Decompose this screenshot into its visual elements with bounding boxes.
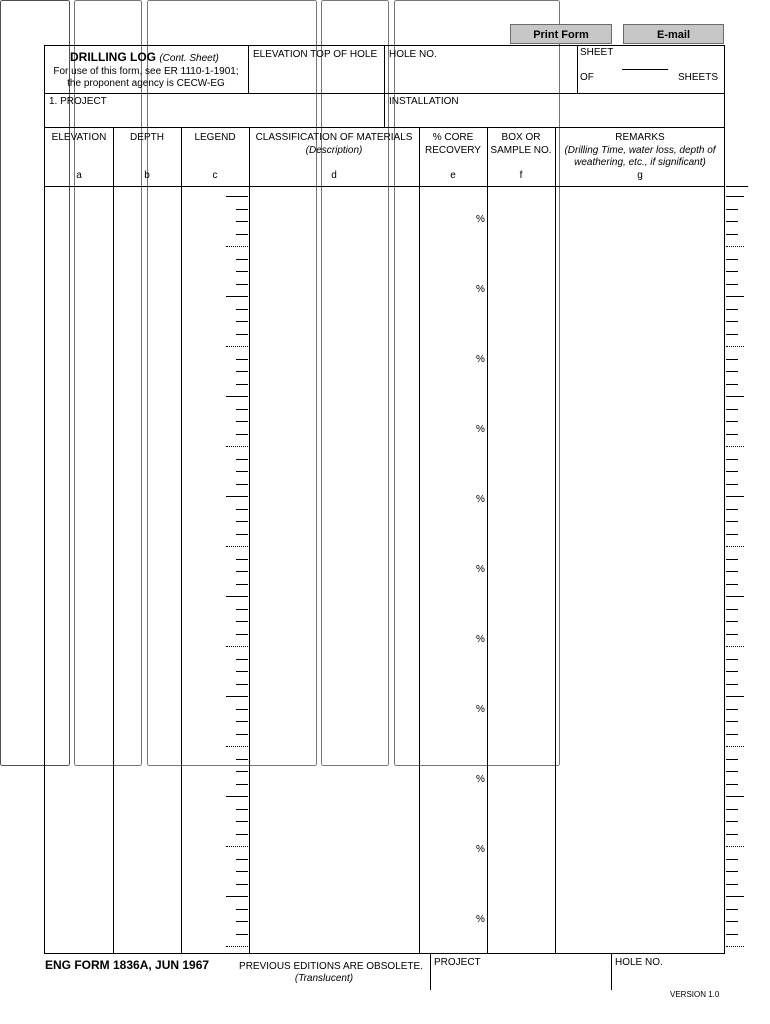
remarks-scale-tick (726, 734, 738, 735)
remarks-scale-tick (726, 696, 744, 697)
elevation-top-input[interactable] (252, 64, 380, 88)
remarks-scale-tick (726, 871, 738, 872)
legend-scale-tick (236, 909, 248, 910)
legend-scale-tick (236, 609, 248, 610)
col-header-classification: CLASSIFICATION OF MATERIALS (255, 132, 413, 143)
header-divider-2 (384, 45, 385, 127)
legend-scale-tick (236, 771, 248, 772)
col-letter-a: a (76, 170, 82, 181)
footer-project-label: PROJECT (434, 957, 481, 968)
legend-scale-tick (236, 259, 248, 260)
col-letter-b: b (144, 170, 150, 181)
column-header-rule (44, 186, 725, 187)
legend-scale-tick (236, 684, 248, 685)
use-note-2: the proponent agency is CECW-EG (67, 78, 225, 89)
legend-scale-tick (236, 571, 248, 572)
header-rule-2 (44, 127, 725, 128)
legend-scale-tick (236, 334, 248, 335)
legend-scale-tick (236, 359, 248, 360)
remarks-scale-tick (726, 846, 744, 847)
remarks-scale-top-tick (726, 186, 748, 187)
remarks-scale-tick (726, 196, 744, 197)
legend-scale-tick (236, 721, 248, 722)
col-divider-1 (113, 127, 114, 954)
remarks-scale-tick (726, 396, 744, 397)
remarks-scale-tick (726, 771, 738, 772)
obsolete-notice: PREVIOUS EDITIONS ARE OBSOLETE. (239, 961, 423, 972)
installation-input[interactable] (388, 109, 721, 124)
col-header-remarks: REMARKS (615, 132, 665, 143)
remarks-scale-tick (726, 271, 738, 272)
core-recovery-percent: % (476, 564, 485, 575)
legend-scale-tick (236, 634, 248, 635)
footer-hole-no-label: HOLE NO. (615, 957, 663, 968)
legend-scale-tick (226, 296, 248, 297)
legend-scale-tick (236, 709, 248, 710)
col-divider-3 (249, 127, 250, 954)
col-letter-g: g (637, 170, 643, 181)
remarks-scale-tick (726, 384, 738, 385)
legend-scale-tick (226, 946, 248, 947)
legend-scale-tick (236, 309, 248, 310)
legend-scale-tick (236, 734, 248, 735)
hole-no-input[interactable] (388, 64, 573, 88)
remarks-scale-tick (726, 434, 738, 435)
remarks-scale-tick (726, 421, 738, 422)
footer-hole-no-input[interactable] (615, 970, 721, 986)
col-letter-d: d (331, 170, 337, 181)
legend-scale-tick (236, 471, 248, 472)
legend-scale-tick (236, 221, 248, 222)
core-recovery-percent: % (476, 284, 485, 295)
remarks-scale-tick (726, 309, 738, 310)
form-frame (44, 45, 725, 954)
remarks-scale-tick (726, 721, 738, 722)
installation-label: INSTALLATION (389, 96, 459, 107)
sheet-number-underline (622, 69, 668, 70)
legend-scale-tick (226, 896, 248, 897)
form-id: ENG FORM 1836A, JUN 1967 (45, 958, 210, 972)
col-subheader-description: (Description) (305, 145, 363, 156)
remarks-scale-tick (726, 834, 738, 835)
sheet-number-input[interactable] (622, 56, 668, 68)
legend-scale-tick (236, 421, 248, 422)
legend-scale-tick (236, 559, 248, 560)
legend-scale-tick (236, 484, 248, 485)
legend-scale-tick (236, 521, 248, 522)
remarks-scale-tick (726, 784, 738, 785)
remarks-scale-tick (726, 346, 744, 347)
email-button[interactable]: E-mail (623, 24, 724, 44)
remarks-scale-tick (726, 321, 738, 322)
col-header-recovery: RECOVERY (425, 145, 481, 156)
legend-scale-tick (236, 671, 248, 672)
core-recovery-percent: % (476, 704, 485, 715)
legend-scale-tick (236, 659, 248, 660)
legend-scale-tick (236, 371, 248, 372)
col-letter-c: c (212, 170, 218, 181)
remarks-scale-tick (726, 946, 744, 947)
sheets-label: SHEETS (678, 72, 719, 83)
remarks-scale-tick (726, 684, 738, 685)
footer-project-input[interactable] (434, 970, 608, 986)
remarks-scale-tick (726, 234, 738, 235)
legend-scale-tick (236, 809, 248, 810)
remarks-scale-tick (726, 934, 738, 935)
col-divider-6 (555, 127, 556, 954)
legend-scale-tick (226, 546, 248, 547)
legend-scale-tick (226, 696, 248, 697)
col-header-sample-no: SAMPLE NO. (490, 145, 552, 156)
remarks-scale-tick (726, 209, 738, 210)
legend-scale-tick (236, 409, 248, 410)
col-header-elevation: ELEVATION (51, 132, 107, 143)
form-title: DRILLING LOG (Cont. Sheet) (70, 50, 219, 64)
remarks-scale-tick (726, 659, 738, 660)
remarks-scale-tick (726, 259, 738, 260)
legend-scale-tick (236, 321, 248, 322)
remarks-scale-tick (726, 409, 738, 410)
remarks-scale-tick (726, 796, 744, 797)
core-recovery-percent: % (476, 914, 485, 925)
remarks-scale-tick (726, 334, 738, 335)
legend-scale-tick (226, 496, 248, 497)
legend-scale-tick (236, 509, 248, 510)
core-recovery-percent: % (476, 494, 485, 505)
legend-scale-tick (236, 784, 248, 785)
legend-scale-tick (236, 884, 248, 885)
translucent-note: (Translucent) (294, 973, 354, 984)
use-note-1: For use of this form, see ER 1110-1-1901; (53, 66, 239, 77)
legend-scale-tick (226, 446, 248, 447)
legend-scale-tick (226, 846, 248, 847)
legend-scale-tick (236, 871, 248, 872)
remarks-scale-tick (726, 646, 744, 647)
col-subheader-remarks-2: weathering, etc., if significant) (574, 157, 706, 168)
legend-scale-tick (236, 459, 248, 460)
remarks-scale-tick (726, 746, 744, 747)
core-recovery-percent: % (476, 844, 485, 855)
legend-scale-tick (236, 271, 248, 272)
core-recovery-percent: % (476, 634, 485, 645)
hole-no-label: HOLE NO. (389, 49, 437, 60)
remarks-scale-tick (726, 371, 738, 372)
col-header-core: % CORE (432, 132, 474, 143)
legend-scale-tick (226, 196, 248, 197)
legend-scale-tick (236, 759, 248, 760)
legend-scale-tick (226, 346, 248, 347)
col-header-box-or: BOX OR (501, 132, 541, 143)
legend-scale-tick (236, 284, 248, 285)
col-header-depth: DEPTH (130, 132, 164, 143)
remarks-scale-tick (726, 296, 744, 297)
remarks-scale-tick (726, 759, 738, 760)
core-recovery-percent: % (476, 774, 485, 785)
remarks-scale-tick (726, 909, 738, 910)
remarks-scale-tick (726, 809, 738, 810)
col-header-legend: LEGEND (194, 132, 236, 143)
col-divider-4 (419, 127, 420, 954)
remarks-scale-tick (726, 571, 738, 572)
legend-scale-tick (236, 209, 248, 210)
remarks-scale-tick (726, 521, 738, 522)
legend-scale-tick (236, 534, 248, 535)
col-divider-2 (181, 127, 182, 954)
legend-scale-tick (236, 859, 248, 860)
remarks-scale-tick (726, 709, 738, 710)
project-label: 1. PROJECT (49, 96, 107, 107)
header-divider-3 (577, 45, 578, 93)
remarks-scale-tick (726, 884, 738, 885)
legend-scale-tick (226, 796, 248, 797)
col-letter-f: f (519, 170, 523, 181)
sheet-label: SHEET (580, 47, 614, 58)
legend-scale-tick (236, 584, 248, 585)
remarks-scale-tick (726, 246, 744, 247)
core-recovery-percent: % (476, 424, 485, 435)
remarks-scale-tick (726, 859, 738, 860)
legend-scale-tick (236, 234, 248, 235)
col-subheader-remarks-1: (Drilling Time, water loss, depth of (564, 145, 716, 156)
remarks-scale-tick (726, 634, 738, 635)
legend-scale-tick (236, 834, 248, 835)
remarks-scale-tick (726, 621, 738, 622)
legend-scale-tick (236, 921, 248, 922)
remarks-scale-tick (726, 509, 738, 510)
legend-scale-tick (236, 384, 248, 385)
remarks-scale-tick (726, 534, 738, 535)
remarks-scale-tick (726, 359, 738, 360)
remarks-scale-tick (726, 484, 738, 485)
project-input[interactable] (48, 109, 380, 124)
legend-scale-tick (236, 934, 248, 935)
remarks-scale-tick (726, 496, 744, 497)
remarks-scale-tick (726, 471, 738, 472)
remarks-scale-tick (726, 584, 738, 585)
remarks-scale-tick (726, 546, 744, 547)
legend-scale-tick (226, 396, 248, 397)
legend-scale-tick (236, 621, 248, 622)
core-recovery-percent: % (476, 354, 485, 365)
legend-scale-tick (226, 246, 248, 247)
legend-scale-tick (226, 596, 248, 597)
remarks-scale-tick (726, 921, 738, 922)
remarks-scale-tick (726, 596, 744, 597)
remarks-scale-tick (726, 459, 738, 460)
remarks-scale-tick (726, 821, 738, 822)
print-form-button[interactable]: Print Form (510, 24, 612, 44)
col-letter-e: e (450, 170, 456, 181)
version-label: VERSION 1.0 (670, 990, 720, 999)
remarks-scale-tick (726, 446, 744, 447)
elevation-top-label: ELEVATION TOP OF HOLE (253, 49, 378, 60)
remarks-scale-tick (726, 559, 738, 560)
footer-divider-1 (430, 954, 431, 990)
remarks-scale-tick (726, 221, 738, 222)
core-recovery-percent: % (476, 214, 485, 225)
legend-scale-tick (226, 746, 248, 747)
legend-scale-tick (236, 434, 248, 435)
of-label: OF (580, 72, 594, 83)
legend-scale-tick (236, 821, 248, 822)
legend-scale-tick (226, 646, 248, 647)
footer-divider-2 (611, 954, 612, 990)
remarks-scale-tick (726, 671, 738, 672)
header-divider-1 (248, 45, 249, 93)
remarks-scale-tick (726, 609, 738, 610)
remarks-scale-tick (726, 284, 738, 285)
col-divider-5 (487, 127, 488, 954)
remarks-scale-tick (726, 896, 744, 897)
